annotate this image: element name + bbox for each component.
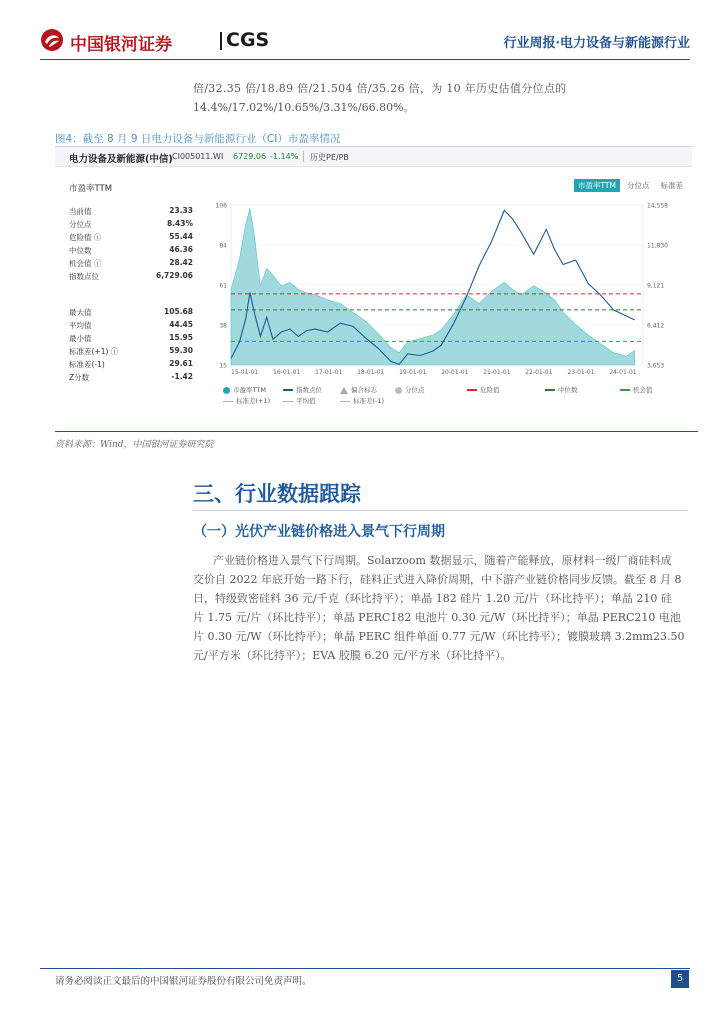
x-tick-label: 19-01-01 <box>399 369 427 376</box>
line-swatch-icon <box>283 389 293 391</box>
stat-row <box>69 307 193 318</box>
legend-label: 市盈率TTM <box>233 386 266 394</box>
intro-line-1: 倍/32.35 倍/18.89 倍/21.504 倍/35.26 倍，为 10 年历史估值分位点的 <box>193 82 567 95</box>
page-number: 5 <box>671 970 689 988</box>
chart-tabs <box>571 179 687 192</box>
stat-label: 指数点位 <box>69 272 99 281</box>
stat-label: 标准差(-1) <box>69 360 105 369</box>
body-line: 产业链价格进入景气下行周期。Solarzoom 数据显示，随着产能释放，原材料一级厂商硅料成 <box>213 554 672 567</box>
legend-label: 危险值 <box>480 386 500 394</box>
stat-row <box>69 333 193 344</box>
footer-divider <box>40 968 690 969</box>
stat-row <box>69 346 193 357</box>
body-line: 元/平方米（环比持平）；EVA 胶膜 6.20 元/平方米（环比持平）。 <box>193 649 512 662</box>
history-label: 历史PE/PB <box>310 153 349 162</box>
stat-value: 8.43% <box>166 219 193 228</box>
stat-row <box>69 219 193 230</box>
tab-std-dev[interactable]: 标准差 <box>660 181 683 190</box>
legend-item-std-minus[interactable] <box>340 396 384 405</box>
figure-panel <box>55 146 692 411</box>
stat-value: 46.36 <box>169 245 193 254</box>
legend-label: 标准差(-1) <box>353 397 385 405</box>
stat-label: 分位点 <box>69 220 92 229</box>
dash-swatch-icon <box>223 401 233 402</box>
intro-paragraph <box>193 79 688 117</box>
index-change: -1.14% <box>270 152 299 161</box>
legend-item-mark[interactable] <box>340 385 377 394</box>
stat-value: 28.42 <box>169 258 193 267</box>
legend-item-median[interactable] <box>545 385 578 394</box>
legend-label: 指数点位 <box>296 386 322 394</box>
figure-title-bar <box>55 147 692 167</box>
logo-text-en: CGS <box>226 29 270 51</box>
header-divider <box>40 59 690 60</box>
legend-item-danger[interactable] <box>467 385 500 394</box>
logo-divider <box>220 32 222 50</box>
x-tick-label: 15-01-01 <box>231 369 259 376</box>
subsection-title: （一）光伏产业链价格进入景气下行周期 <box>193 524 445 540</box>
left-tick-label: 15 <box>219 362 227 370</box>
cgs-logo-icon <box>40 28 64 52</box>
legend-item-mean[interactable] <box>283 396 316 405</box>
left-tick-label: 61 <box>219 282 227 290</box>
dot-swatch-icon <box>395 387 402 394</box>
right-tick-label: 11,830 <box>647 242 668 250</box>
x-tick-label: 22-01-01 <box>525 369 553 376</box>
stat-value: 44.45 <box>169 320 193 329</box>
x-tick-label: 20-01-01 <box>441 369 469 376</box>
stat-row <box>69 359 193 370</box>
legend-label: 偏合标志 <box>351 386 377 394</box>
stat-value: 105.68 <box>164 307 193 316</box>
stat-label: 危险值 ⓘ <box>69 233 102 242</box>
left-tick-label: 38 <box>219 322 227 330</box>
legend-label: 机会值 <box>633 386 653 394</box>
right-tick-label: 3,653 <box>647 362 665 370</box>
right-axis <box>647 203 668 370</box>
dash-swatch-icon <box>340 401 350 402</box>
stat-value: 59.30 <box>169 346 193 355</box>
legend-label: 分位点 <box>405 386 425 394</box>
stat-row <box>69 258 193 269</box>
right-tick-label: 9,121 <box>647 282 665 290</box>
stat-value: 15.95 <box>169 333 193 342</box>
legend-item-opportunity[interactable] <box>620 385 653 394</box>
tab-percentile[interactable]: 分位点 <box>627 181 650 190</box>
stats-title: 市盈率TTM <box>69 184 113 194</box>
index-code: CI005011.WI <box>172 152 224 161</box>
stat-label: 最小值 <box>69 334 92 343</box>
index-name: 电力设备及新能源(中信) <box>69 154 173 165</box>
body-line: 片 0.30 元/W（环比持平）；单晶 PERC 组件单面 0.77 元/W（环比持平）；镀膜玻璃 3.2mm23.50 <box>193 630 685 643</box>
stat-value: 55.44 <box>169 232 193 241</box>
body-line: 日，特级致密硅料 36 元/千克（环比持平）；单晶 182 硅片 1.20 元/片（环比持平）；单晶 210 硅 <box>193 592 672 605</box>
x-tick-label: 24-01-01 <box>609 369 637 376</box>
stat-label: 标准差(+1) ⓘ <box>69 347 119 356</box>
right-tick-label: 14,558 <box>647 202 668 210</box>
right-tick-label: 6,412 <box>647 322 665 330</box>
intro-line-2: 14.4%/17.02%/10.65%/3.31%/66.80%。 <box>193 101 415 114</box>
left-tick-label: 106 <box>215 202 227 210</box>
logo-text-cn: 中国银河证券 <box>70 35 172 55</box>
stat-value: 23.33 <box>169 206 193 215</box>
stat-value: 6,729.06 <box>155 271 193 280</box>
stat-label: 当前值 <box>69 207 92 216</box>
pe-swatch-icon <box>223 387 230 394</box>
chart-legend <box>205 385 685 407</box>
body-line: 片 1.75 元/片（环比持平）；单晶 PERC182 电池片 0.30 元/W（环比持平）；单晶 PERC210 电池 <box>193 611 681 624</box>
x-tick-label: 23-01-01 <box>567 369 595 376</box>
figure-bottom-divider <box>55 431 698 432</box>
body-paragraph <box>193 551 688 665</box>
stat-row <box>69 320 193 331</box>
triangle-swatch-icon <box>340 387 348 394</box>
stat-row <box>69 271 193 282</box>
legend-label: 标准差(+1) <box>236 397 271 405</box>
stat-label: 平均值 <box>69 321 92 330</box>
x-tick-label: 17-01-01 <box>315 369 343 376</box>
figure-caption: 图4：截至 8 月 9 日电力设备与新能源行业（CI）市盈率情况 <box>55 133 341 145</box>
x-tick-label: 21-01-01 <box>483 369 511 376</box>
legend-item-std-plus[interactable] <box>223 396 270 405</box>
stat-row <box>69 372 193 383</box>
page-header <box>40 26 690 56</box>
stat-label: 最大值 <box>69 308 92 317</box>
section-title: 三、行业数据跟踪 <box>193 481 361 506</box>
dash-swatch-icon <box>283 401 293 402</box>
x-tick-label: 18-01-01 <box>357 369 385 376</box>
stat-row <box>69 206 193 217</box>
report-title: 行业周报·电力设备与新能源行业 <box>503 36 690 51</box>
left-axis <box>216 203 228 370</box>
section-divider <box>193 510 688 511</box>
dash-swatch-icon <box>620 389 630 391</box>
stat-row <box>69 245 193 256</box>
legend-item-pe[interactable] <box>223 385 266 394</box>
x-tick-label: 16-01-01 <box>273 369 301 376</box>
legend-item-index[interactable] <box>283 385 322 394</box>
legend-label: 中位数 <box>558 386 578 394</box>
tab-pe-ttm[interactable]: 市盈率TTM <box>574 179 620 192</box>
figure-source: 资料来源：Wind，中国银河证券研究院 <box>55 440 214 450</box>
pe-chart <box>203 197 692 387</box>
body-line: 交价自 2022 年底开始一路下行，硅料正式进入降价周期，中下游产业链价格同步反馈。截至 8 月 8 <box>193 573 682 586</box>
legend-label: 平均值 <box>296 397 316 405</box>
footer-disclaimer: 请务必阅读正文最后的中国银河证券股份有限公司免责声明。 <box>55 976 312 987</box>
legend-item-percentile[interactable] <box>395 385 425 394</box>
stat-value: 29.61 <box>169 359 193 368</box>
x-axis <box>231 369 637 376</box>
stat-label: 中位数 <box>69 246 92 255</box>
title-separator <box>303 151 304 162</box>
stat-label: Z分数 <box>69 373 90 382</box>
stat-value: -1.42 <box>171 372 193 381</box>
dash-swatch-icon <box>467 389 477 391</box>
dash-swatch-icon <box>545 389 555 391</box>
stat-label: 机会值 ⓘ <box>69 259 102 268</box>
left-tick-label: 84 <box>219 242 227 250</box>
index-value: 6729.06 <box>233 152 267 161</box>
stat-row <box>69 232 193 243</box>
